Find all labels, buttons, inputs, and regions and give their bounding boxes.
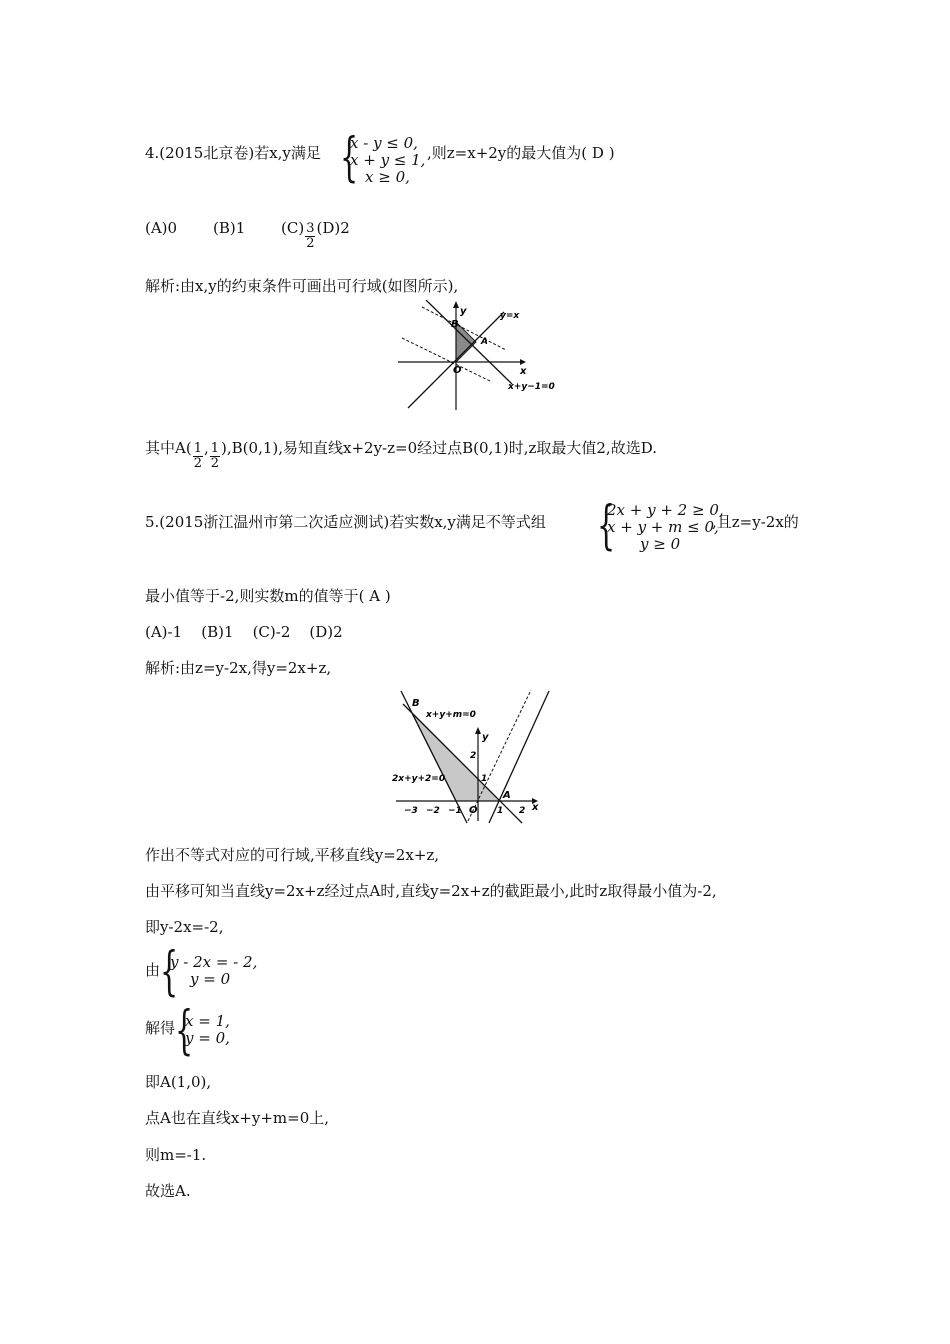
q4-system-row1: x - y ≤ 0,	[350, 134, 418, 152]
q5-step3: 即y-2x=-2,	[145, 918, 224, 936]
q4-label-A: A	[481, 337, 488, 347]
q4-option-b: (B)1	[213, 219, 246, 237]
q5-system-row1: 2x + y + 2 ≥ 0,	[607, 501, 724, 519]
q5-options: (A)-1 (B)1 (C)-2 (D)2	[145, 623, 343, 641]
q4-note-frac1-den: 2	[193, 456, 202, 471]
q5-label-line1: x+y+m=0	[426, 710, 476, 720]
q4-label-line: x+y−1=0	[508, 382, 555, 392]
q4-brace: {	[340, 128, 359, 188]
q5-brace: {	[597, 496, 616, 556]
q4-note: 其中A( $\frac{1}{2}$ , $\frac{1}{2}$ ),B(0,1),易知直线x+2y-z=0经过点B(0,1)时,z取最大值2,故选D.	[145, 439, 657, 471]
q5-tail2: 点A也在直线x+y+m=0上,	[145, 1109, 330, 1127]
q5-tick-x-2: 2	[519, 806, 526, 816]
q4-label-y: y	[460, 306, 467, 317]
q5-line-x-y-m	[403, 704, 522, 823]
q5-tail1: 即A(1,0),	[145, 1073, 212, 1091]
q4-note-frac2-num: 1	[210, 441, 220, 456]
q4-option-a: (A)0	[145, 219, 178, 237]
q5-suffix: ,且z=y-2x的	[712, 513, 799, 531]
q5-label-A: A	[503, 790, 511, 801]
q5-tail3: 则m=-1.	[145, 1146, 207, 1164]
q4-note-frac1-num: 1	[193, 441, 202, 456]
q4-prefix: 4.(2015北京卷)若x,y满足	[145, 144, 321, 162]
q4-option-c	[281, 218, 350, 251]
q5-tick-x-1: 1	[497, 806, 504, 816]
q5-label-y: y	[482, 732, 489, 743]
q5-by-row2: y = 0	[190, 970, 231, 988]
q5-label-x: x	[532, 802, 539, 813]
q4-note-frac2	[210, 442, 220, 471]
q5-solve-row1: x = 1,	[185, 1012, 230, 1030]
q4-figure	[396, 300, 556, 412]
q4-analysis: 解析:由x,y的约束条件可画出可行域(如图所示),	[145, 277, 459, 295]
q4-label-x: x	[520, 366, 527, 377]
q5-label-O: O	[469, 805, 478, 816]
q4-option-c-num: 3	[306, 221, 315, 236]
q5-prefix: 5.(2015浙江温州市第二次适应测试)若实数x,y满足不等式组	[145, 513, 546, 531]
q4-label-B: B	[451, 319, 459, 330]
q5-figure	[390, 686, 550, 824]
q4-note-frac1	[193, 442, 203, 471]
q4-note-prefix: 其中A(	[145, 439, 192, 457]
q5-solve-label: 解得	[145, 1019, 176, 1037]
q5-tick-x-neg3: −3	[404, 806, 418, 816]
q4-option-d: (D)2	[316, 219, 350, 237]
q5-label-B: B	[412, 698, 420, 709]
q5-system-row2: x + y + m ≤ 0,	[607, 518, 719, 536]
q5-line2: 最小值等于-2,则实数m的值等于( A )	[145, 587, 391, 605]
q4-label-yx: y=x	[500, 311, 520, 321]
q5-tick-x-neg2: −2	[426, 806, 440, 816]
q5-y-arrow	[475, 727, 481, 734]
q5-label-line2: 2x+y+2=0	[392, 774, 446, 784]
q4-x-arrow	[520, 359, 526, 365]
q5-step2: 由平移可知当直线y=2x+z经过点A时,直线y=2x+z的截距最小,此时z取得最小值为-2,	[145, 882, 717, 900]
q4-option-c-fraction	[305, 222, 315, 251]
q5-tail4: 故选A.	[145, 1182, 191, 1200]
q4-suffix: ,则z=x+2y的最大值为( D )	[427, 144, 615, 162]
q4-y-arrow	[453, 301, 459, 308]
q5-by-brace: {	[160, 942, 179, 1002]
q5-analysis: 解析:由z=y-2x,得y=2x+z,	[145, 659, 332, 677]
q4-system-row3: x ≥ 0,	[365, 168, 410, 186]
q4-dashed-line-lower	[402, 338, 492, 382]
q5-by-label: 由	[145, 961, 161, 979]
q5-system-row3: y ≥ 0	[640, 535, 681, 553]
q4-option-c-den: 2	[306, 236, 315, 251]
q5-step1: 作出不等式对应的可行域,平移直线y=2x+z,	[145, 846, 440, 864]
q5-tick-y-2: 2	[470, 751, 477, 761]
q5-line-through-A	[489, 691, 549, 823]
q5-tick-x-neg1: −1	[448, 806, 462, 816]
q5-solve-row2: y = 0,	[185, 1029, 230, 1047]
q4-note-suffix: ),B(0,1),易知直线x+2y-z=0经过点B(0,1)时,z取最大值2,故选D.	[221, 439, 657, 457]
q5-solve-brace: {	[175, 1001, 194, 1061]
q5-by-row1: y - 2x = - 2,	[170, 953, 258, 971]
q5-tick-y-1: 1	[481, 774, 488, 784]
q4-note-frac2-den: 2	[210, 456, 220, 471]
q4-label-O: O	[453, 365, 462, 376]
q4-feasible-region	[456, 322, 476, 362]
q4-system-row2: x + y ≤ 1,	[350, 151, 426, 169]
q4-option-c-label: (C)	[281, 219, 305, 237]
